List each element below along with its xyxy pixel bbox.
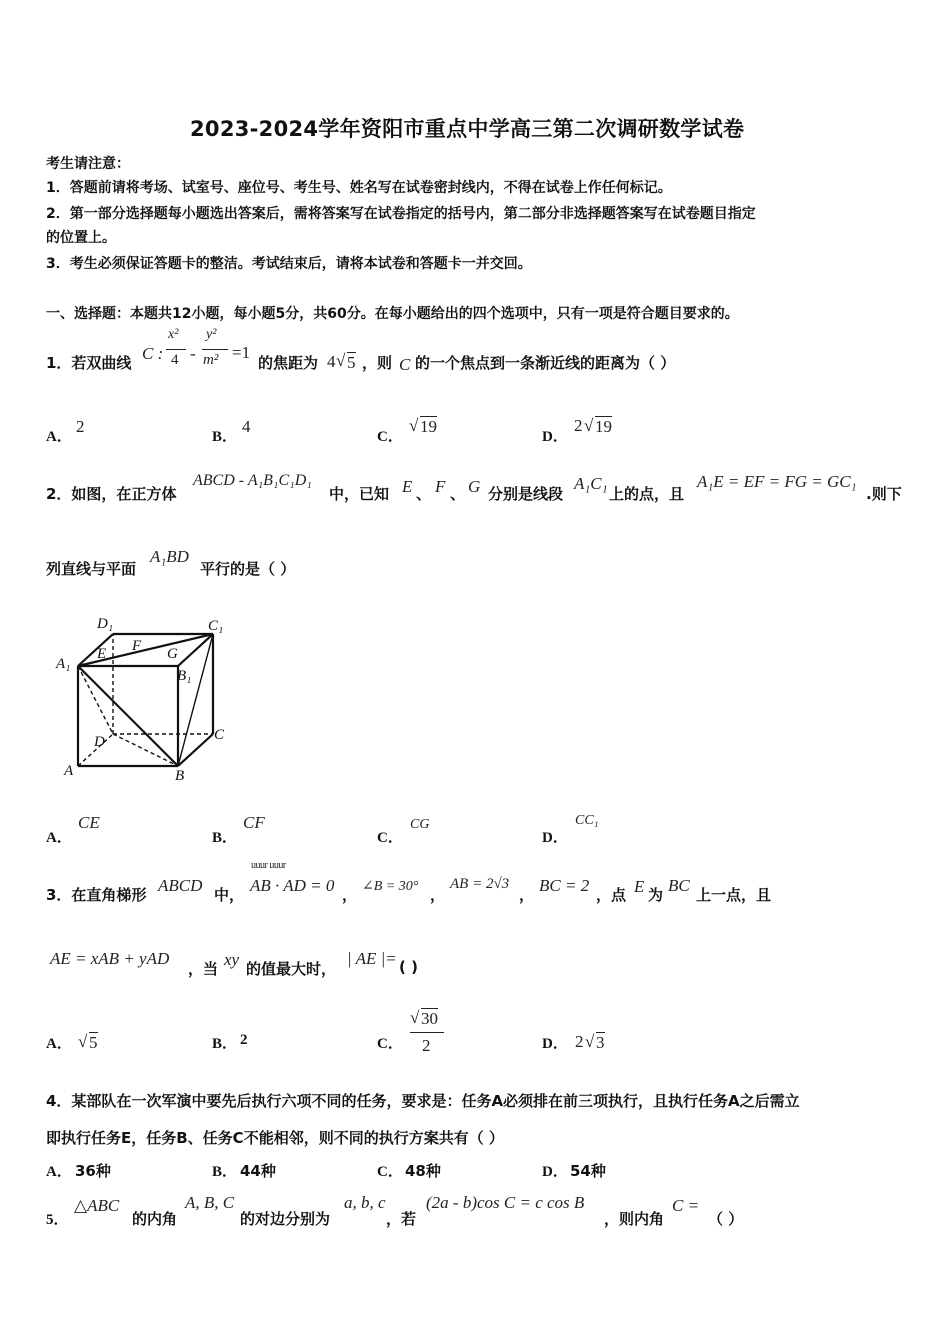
- q5-t2: 的对边分别为: [240, 1210, 331, 1228]
- q1-mid-text: 的焦距为: [258, 354, 319, 372]
- q3-abs: | AE |=: [347, 949, 397, 968]
- q4-option-d-letter: D．: [542, 1164, 568, 1180]
- q3-line2-max: 的值最大时，: [246, 960, 337, 978]
- q3-bc: BC = 2: [539, 876, 590, 895]
- q3-option-d: 3: [596, 1033, 605, 1052]
- q1-option-d: 19: [595, 417, 612, 436]
- q5-number: 5．: [46, 1212, 69, 1228]
- q2-option-a: CE: [78, 813, 100, 832]
- q3-option-a: 5: [89, 1033, 98, 1052]
- q4-line-1: 4．某部队在一次军演中要先后执行六项不同的任务，要求是：任务A必须排在前三项执行，且执行任务A之后需立: [46, 1092, 800, 1110]
- label-G: G: [167, 646, 178, 662]
- q5-angles: A, B, C: [185, 1193, 235, 1212]
- q4-line-2: 即执行任务E，任务B、任务C不能相邻，则不同的执行方案共有（ ）: [46, 1129, 504, 1147]
- q4-option-a-letter: A．: [46, 1164, 72, 1180]
- q3-BC: BC: [668, 876, 690, 895]
- q2-option-c: CG: [410, 817, 430, 832]
- q2-sep-2: 、: [450, 485, 466, 503]
- q3-dot: AB · AD = 0: [250, 876, 335, 895]
- label-E: E: [97, 646, 107, 662]
- q4-option-c-letter: C．: [377, 1164, 403, 1180]
- q3-tail: 上一点，且: [696, 886, 772, 904]
- q3-angle: ∠B = 30°: [362, 879, 419, 894]
- q5-sides: a, b, c: [344, 1193, 386, 1212]
- q2-zhong: 中，已知: [329, 485, 390, 503]
- q4-option-b: 44种: [240, 1162, 276, 1180]
- q3-option-d-coef: 2: [575, 1032, 584, 1051]
- diag-D-B: [113, 734, 178, 766]
- q3-ab: AB = 2√3: [450, 876, 510, 892]
- q1-c-label: C :: [142, 344, 164, 363]
- q3-option-a-sqrt-icon: √: [78, 1032, 88, 1051]
- q1-number: 1．若双曲线: [46, 354, 132, 372]
- q4-option-c: 48种: [405, 1162, 441, 1180]
- q1-option-b: 4: [242, 417, 251, 436]
- diag-A1-D: [78, 666, 113, 734]
- q2-option-b: CF: [243, 813, 265, 832]
- q5-C: C =: [672, 1196, 700, 1215]
- q2-F: F: [435, 477, 446, 496]
- edge-B-C: [178, 734, 213, 766]
- label-A1: A₁: [56, 656, 71, 672]
- notice-item-1: 1．答题前请将考场、试室号、座位号、考生号、姓名写在试卷密封线内，不得在试卷上作任何标记。: [46, 180, 672, 196]
- q4-option-a: 36种: [75, 1162, 111, 1180]
- q2-sep-1: 、: [416, 485, 432, 503]
- q3-point-text: ，点: [596, 886, 627, 904]
- q1-frac-bar-1: [166, 349, 186, 350]
- q1-option-a: 2: [76, 417, 85, 436]
- q3-option-c-num: 30: [421, 1009, 438, 1028]
- q3-comma-1: ，: [342, 886, 358, 904]
- q3-option-c-den: 2: [422, 1036, 431, 1055]
- q3-line2-mid: ，当: [188, 960, 219, 978]
- q3-option-b-letter: B．: [212, 1036, 238, 1052]
- q1-C: C: [399, 355, 411, 374]
- q1-minus: -: [190, 344, 196, 363]
- q3-comma-3: ，: [519, 886, 535, 904]
- q3-paren: ( ): [399, 958, 418, 976]
- q1-x2: x²: [168, 327, 179, 342]
- q2-line2a: 列直线与平面: [46, 560, 137, 578]
- q1-focal-rad: 5: [347, 353, 356, 372]
- q3-option-d-letter: D．: [542, 1036, 568, 1052]
- q2-number: 2．如图，在正方体: [46, 485, 177, 503]
- q3-xy: xy: [224, 950, 240, 969]
- q1-sqrt-icon: √: [336, 351, 346, 370]
- q4-option-d: 54种: [570, 1162, 606, 1180]
- label-B: B: [175, 768, 185, 784]
- q1-y2: y²: [206, 327, 217, 342]
- q1-tail: 的一个焦点到一条渐近线的距离为（ ）: [415, 354, 676, 372]
- q1-focal-coef: 4: [327, 352, 336, 371]
- notice-item-3: 3．考生必须保证答题卡的整洁。考试结束后，请将本试卷和答题卡一并交回。: [46, 256, 532, 272]
- notice-item-2: 2．第一部分选择题每小题选出答案后，需将答案写在试卷指定的括号内，第二部分非选择题答案写在试卷题目指定: [46, 206, 756, 222]
- q2-E: E: [402, 477, 413, 496]
- q1-eq1: =1: [232, 343, 251, 362]
- label-D: D: [94, 734, 105, 750]
- q2-option-d: CC₁: [575, 813, 599, 828]
- q1-option-d-sqrt-icon: √: [584, 416, 594, 435]
- section-1-heading: 一、选择题：本题共12小题，每小题5分，共60分。在每小题给出的四个选项中，只有一项是符合题目要求的。: [46, 306, 739, 322]
- q1-option-d-letter: D．: [542, 429, 568, 445]
- q1-option-b-letter: B．: [212, 429, 238, 445]
- notice-heading: 考生请注意：: [46, 156, 130, 172]
- q2-line2b: 平行的是（ ）: [200, 560, 296, 578]
- q3-option-d-sqrt-icon: √: [585, 1032, 595, 1051]
- q2-plane: A₁BD: [150, 547, 189, 566]
- q3-number: 3．在直角梯形: [46, 886, 147, 904]
- q1-four: 4: [171, 352, 179, 368]
- q3-option-a-letter: A．: [46, 1036, 72, 1052]
- q2-option-d-letter: D．: [542, 830, 568, 846]
- q2-option-c-letter: C．: [377, 830, 403, 846]
- q1-frac-bar-2: [202, 349, 228, 350]
- q3-option-b: 2: [240, 1032, 248, 1048]
- page-title: 2023-2024学年资阳市重点中学高三第二次调研数学试卷: [190, 117, 745, 141]
- q2-cond: A₁E = EF = FG = GC₁: [697, 472, 857, 491]
- q3-E: E: [634, 877, 645, 896]
- q3-trap: ABCD: [158, 876, 203, 895]
- q1-option-a-letter: A．: [46, 429, 72, 445]
- label-B1: B₁: [177, 668, 192, 684]
- q5-t3: ，若: [386, 1210, 417, 1228]
- q2-cube: ABCD - A₁B₁C₁D₁: [193, 472, 312, 489]
- q3-option-c-letter: C．: [377, 1036, 403, 1052]
- q3-wei: 为: [648, 886, 664, 904]
- q2-G: G: [468, 477, 481, 496]
- diag-B-C1-hidden: [178, 634, 213, 766]
- q3-option-c-frac-bar: [410, 1032, 444, 1033]
- q2-option-a-letter: A．: [46, 830, 72, 846]
- q2-seg: A₁C₁: [574, 474, 608, 493]
- q1-option-c: 19: [420, 417, 437, 436]
- q3-arrow-marks: uuur uuur: [251, 860, 286, 871]
- q4-option-b-letter: B．: [212, 1164, 238, 1180]
- q3-zhong: 中，: [214, 886, 245, 904]
- q5-tail: （ ）: [708, 1210, 744, 1228]
- q1-then: ，则: [362, 354, 393, 372]
- diag-A1-B: [78, 666, 178, 766]
- q2-seg-text: 分别是线段: [488, 485, 564, 503]
- q1-option-c-sqrt-icon: √: [409, 416, 419, 435]
- q5-eq: (2a - b)cos C = c cos B: [426, 1193, 585, 1212]
- label-C: C: [214, 727, 225, 743]
- label-A: A: [64, 763, 74, 779]
- q2-on-text: 上的点，且: [609, 485, 685, 503]
- cube-figure: [50, 608, 240, 788]
- q1-option-d-coef: 2: [574, 416, 583, 435]
- q3-option-c-sqrt-icon: √: [410, 1008, 420, 1027]
- q5-t4: ，则内角: [604, 1210, 665, 1228]
- q3-line2-eq: AE = xAB + yAD: [50, 949, 170, 968]
- q5-t1: 的内角: [132, 1210, 178, 1228]
- notice-item-2-cont: 的位置上。: [46, 230, 116, 246]
- label-F: F: [132, 638, 142, 654]
- q1-m2: m²: [203, 352, 219, 368]
- q5-tri: △ABC: [74, 1196, 120, 1215]
- label-D1: D₁: [97, 616, 114, 632]
- q2-option-b-letter: B．: [212, 830, 238, 846]
- label-C1: C₁: [208, 618, 224, 634]
- q2-after: .则下: [866, 485, 902, 503]
- q3-comma-2: ，: [430, 886, 446, 904]
- q1-option-c-letter: C．: [377, 429, 403, 445]
